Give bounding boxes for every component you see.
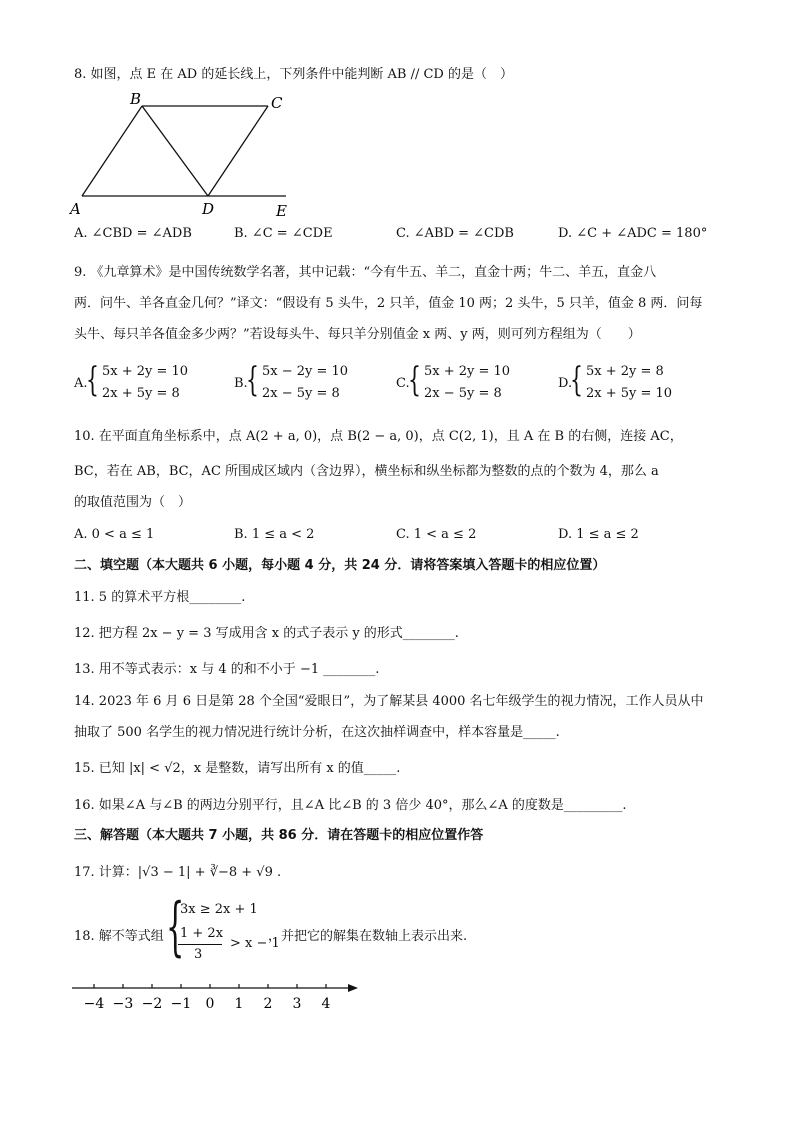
number-line-tick-label: −1 bbox=[170, 996, 192, 1012]
q14-line-2: 抽取了 500 名学生的视力情况进行统计分析，在这次抽样调查中，样本容量是_____. bbox=[74, 725, 560, 740]
q10-line-1: 10. 在平面直角坐标系中，点 A(2 + a, 0)，点 B(2 − a, 0)，点 C(2, 1)，且 A 在 B 的右侧，连接 AC， bbox=[74, 429, 683, 444]
q11: 11. 5 的算术平方根________. bbox=[74, 590, 246, 605]
point-label-d: D bbox=[202, 200, 215, 218]
q10-option-c[interactable]: C. 1 < a ≤ 2 bbox=[396, 527, 477, 542]
number-line-tick-label: −4 bbox=[83, 996, 105, 1012]
q16: 16. 如果∠A 与∠B 的两边分别平行，且∠A 比∠B 的 3 倍少 40°，那么∠A 的度数是_________. bbox=[74, 798, 627, 813]
q18-instruction: ，并把它的解集在数轴上表示出来. bbox=[268, 929, 468, 944]
q9-line-2: 两．问牛、羊各直金几何？”译文：“假设有 5 头牛，2 只羊，值金 10 两；2 头牛，5 只羊，值金 8 两．问每 bbox=[74, 296, 703, 311]
number-line-tick-label: 0 bbox=[205, 996, 215, 1012]
q8-option-a[interactable]: A. ∠CBD = ∠ADB bbox=[74, 226, 192, 241]
segment-bd bbox=[142, 106, 208, 196]
inequality-1: 3x ≥ 2x + 1 bbox=[180, 902, 258, 917]
q13: 13. 用不等式表示：x 与 4 的和不小于 −1 ________. bbox=[74, 662, 380, 677]
inequality-2-numerator: 1 + 2x bbox=[180, 926, 224, 941]
segment-cd bbox=[208, 106, 268, 196]
q9-line-3: 头牛、每只羊各值金多少两？”若设每头牛、每只羊分别值金 x 两、y 两，则可列方程组为（ ） bbox=[74, 327, 641, 342]
fraction-bar bbox=[178, 944, 222, 945]
equation-1: 5x + 2y = 8 bbox=[586, 364, 664, 379]
number-line-tick-label: 1 bbox=[234, 996, 244, 1012]
q9-option-b[interactable] bbox=[234, 362, 384, 406]
equation-2: 2x − 5y = 8 bbox=[424, 386, 502, 401]
q10-option-a[interactable]: A. 0 < a ≤ 1 bbox=[74, 527, 155, 542]
q10-option-b[interactable]: B. 1 ≤ a < 2 bbox=[234, 527, 315, 542]
point-label-a: A bbox=[70, 200, 81, 218]
q12: 12. 把方程 2x − y = 3 写成用含 x 的式子表示 y 的形式________. bbox=[74, 626, 459, 641]
q8-option-d[interactable]: D. ∠C + ∠ADC = 180° bbox=[558, 226, 708, 241]
q8-option-b[interactable]: B. ∠C = ∠CDE bbox=[234, 226, 333, 241]
option-label: B. bbox=[234, 376, 248, 391]
inequality-2-denominator: 3 bbox=[194, 947, 203, 962]
point-label-e: E bbox=[276, 202, 287, 220]
number-line bbox=[66, 976, 366, 1016]
number-line-tick-label: 2 bbox=[263, 996, 273, 1012]
arrow-right-icon bbox=[348, 984, 358, 992]
equation-2: 2x + 5y = 10 bbox=[586, 386, 673, 401]
inequality-2-rest: > x − 1 bbox=[230, 936, 280, 951]
number-line-tick-label: −2 bbox=[141, 996, 163, 1012]
q17: 17. 计算：|√3 − 1| + ∛−8 + √9 . bbox=[74, 865, 282, 880]
point-label-c: C bbox=[271, 94, 283, 112]
equation-1: 5x + 2y = 10 bbox=[424, 364, 511, 379]
segment-ab bbox=[82, 106, 142, 196]
option-label: A. bbox=[74, 376, 88, 391]
q8-stem: 8. 如图，点 E 在 AD 的延长线上，下列条件中能判断 AB // CD 的是（ ） bbox=[74, 67, 513, 82]
number-line-tick-label: 3 bbox=[292, 996, 302, 1012]
equation-1: 5x + 2y = 10 bbox=[102, 364, 189, 379]
option-label: C. bbox=[396, 376, 410, 391]
left-brace-icon: { bbox=[570, 360, 583, 400]
q14-line-1: 14. 2023 年 6 月 6 日是第 28 个全国“爱眼日”，为了解某县 4000 名七年级学生的视力情况，工作人员从中 bbox=[74, 694, 704, 709]
left-brace-icon: { bbox=[166, 890, 185, 964]
q18-label: 18. 解不等式组 bbox=[74, 929, 164, 944]
equation-1: 5x − 2y = 10 bbox=[262, 364, 349, 379]
q9-option-d[interactable] bbox=[558, 362, 708, 406]
q8-option-c[interactable]: C. ∠ABD = ∠CDB bbox=[396, 226, 514, 241]
q15: 15. 已知 |x| < √2，x 是整数，请写出所有 x 的值_____. bbox=[74, 761, 401, 776]
number-line-tick-label: −3 bbox=[112, 996, 134, 1012]
left-brace-icon: { bbox=[86, 360, 99, 400]
point-label-b: B bbox=[130, 90, 142, 108]
equation-2: 2x + 5y = 8 bbox=[102, 386, 180, 401]
q10-option-d[interactable]: D. 1 ≤ a ≤ 2 bbox=[558, 527, 639, 542]
q10-line-2: BC，若在 AB，BC，AC 所围成区域内（含边界），横坐标和纵坐标都为整数的点的个数为 4，那么 a bbox=[74, 464, 659, 479]
section-2-heading: 二、填空题（本大题共 6 小题，每小题 4 分，共 24 分．请将答案填入答题卡的相应位置） bbox=[74, 558, 606, 573]
equation-2: 2x − 5y = 8 bbox=[262, 386, 340, 401]
option-label: D. bbox=[558, 376, 573, 391]
section-3-heading: 三、解答题（本大题共 7 小题，共 86 分．请在答题卡的相应位置作答 bbox=[74, 828, 484, 843]
left-brace-icon: { bbox=[408, 360, 421, 400]
q9-option-c[interactable] bbox=[396, 362, 546, 406]
q10-line-3: 的取值范围为（ ） bbox=[74, 495, 192, 510]
q9-option-a[interactable] bbox=[74, 362, 224, 406]
number-line-tick-label: 4 bbox=[321, 996, 331, 1012]
left-brace-icon: { bbox=[246, 360, 259, 400]
q9-line-1: 9. 《九章算术》是中国传统数学名著，其中记载：“今有牛五、羊二，直金十两；牛二、羊五，直金八 bbox=[74, 265, 657, 280]
q8-figure bbox=[68, 90, 308, 220]
